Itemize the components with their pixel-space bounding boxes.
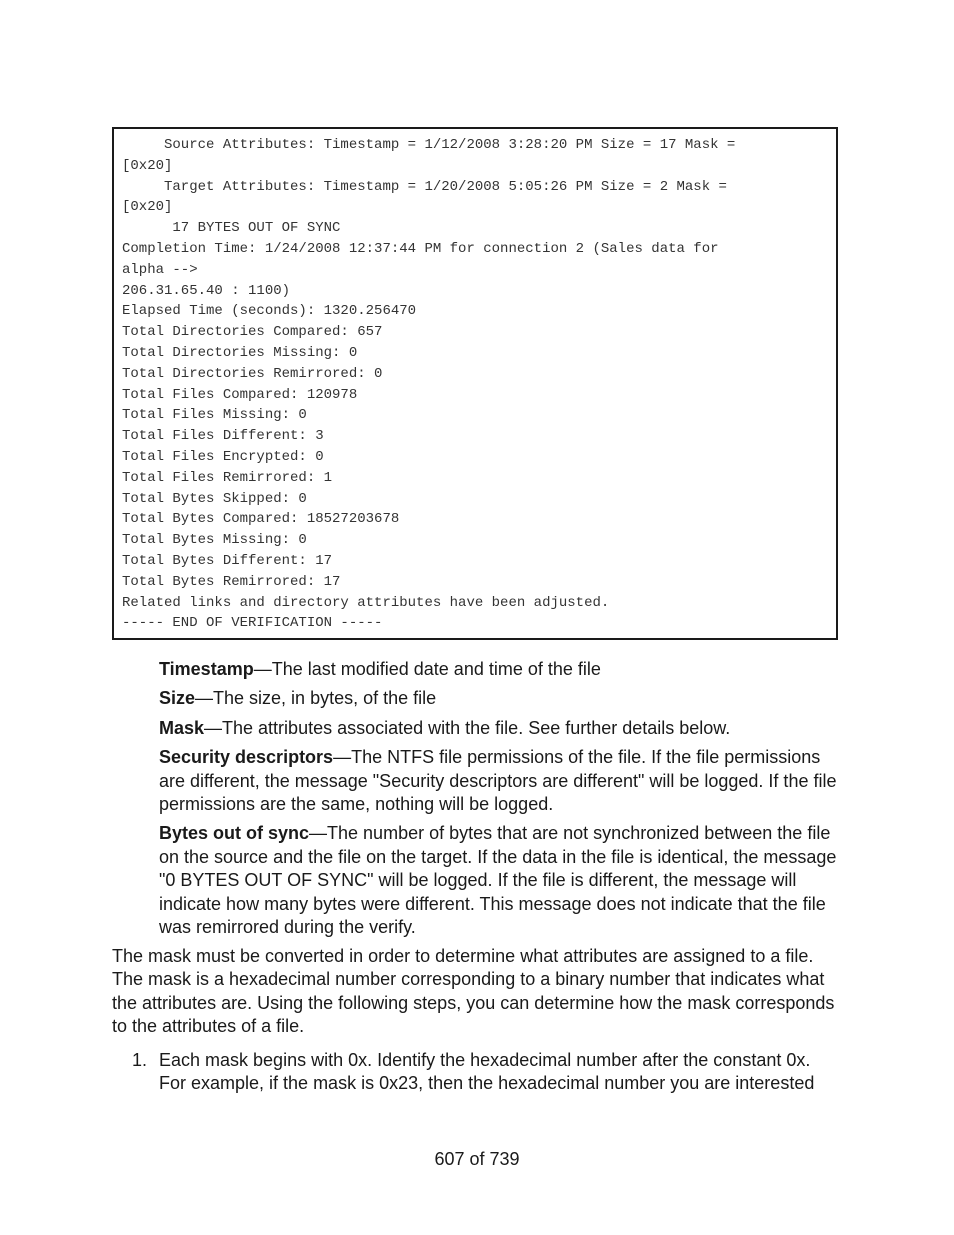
definition-text: —The NTFS file permissions of the file. If the file permissions are different, the message "Security descriptors are different" will be logged. If the file permissions are the same, nothing will be logged. [159,747,837,815]
code-line: Total Bytes Different: 17 [122,552,333,569]
definition-term: Size [159,688,196,709]
code-line: 206.31.65.40 : 1100) [122,282,291,299]
code-line: [0x20] [122,199,173,216]
code-line: [0x20] [122,157,173,174]
definition-size [159,687,839,710]
code-line: Total Files Remirrored: 1 [122,469,333,486]
definition-text: —The size, in bytes, of the file [195,688,437,709]
code-line: Source Attributes: Timestamp = 1/12/2008 3:28:20 PM Size = 17 Mask = [122,137,736,153]
definition-term: Timestamp [159,659,254,679]
definition-bytes-out-of-sync [159,822,839,939]
code-line: Total Files Compared: 120978 [122,386,358,403]
code-line: Total Files Missing: 0 [122,407,307,424]
code-line: Target Attributes: Timestamp = 1/20/2008 5:05:26 PM Size = 2 Mask = [122,178,727,195]
definition-term: Bytes out of sync [159,823,310,844]
code-line: Total Bytes Skipped: 0 [122,490,307,507]
step-text: Each mask begins with 0x. Identify the hexadecimal number after the constant 0x. For example, if the mask is 0x23, then the hexadecimal number you are interested [159,1050,815,1094]
code-line: Total Bytes Missing: 0 [122,532,307,549]
code-line: Total Directories Remirrored: 0 [122,365,383,382]
code-line: alpha --> [122,261,198,278]
code-line: Total Files Different: 3 [122,428,324,445]
definition-timestamp [159,658,839,681]
code-line: Total Files Encrypted: 0 [122,448,324,465]
body-paragraph: The mask must be converted in order to determine what attributes are assigned to a file. The mask is a hexadecimal number corresponding to a binary number that indicates what the attributes are. Using the following steps, you can determine how the mask corresponds to the attributes of a file. [112,946,835,1037]
code-line: Total Directories Missing: 0 [122,344,358,361]
definition-text: —The last modified date and time of the file [253,659,601,679]
definition-text: —The number of bytes that are not synchronized between the file on the source and the file on the target. If the data in the file is identical, the message "0 BYTES OUT OF SYNC" will be logged. If the file is different, the message will indicate how many bytes were different. This message does not indicate that the file was remirrored during the verify. [159,823,837,938]
step-number: 1. [132,1050,148,1070]
definition-security-descriptors [159,746,839,816]
code-line: Total Bytes Remirrored: 17 [122,573,341,590]
code-line: Total Directories Compared: 657 [122,324,383,341]
definition-mask [159,717,839,740]
code-line: Completion Time: 1/24/2008 12:37:44 PM for connection 2 (Sales data for [122,240,719,257]
definition-term: Security descriptors [159,747,334,768]
list-item [132,1049,842,1096]
code-line: 17 BYTES OUT OF SYNC [122,220,341,237]
definition-term: Mask [159,717,205,738]
definition-list [159,658,839,945]
code-line: ----- END OF VERIFICATION ----- [122,615,383,632]
definition-text: —The attributes associated with the file. See further details below. [204,717,731,738]
code-line: Elapsed Time (seconds): 1320.256470 [122,303,417,320]
code-line: Total Bytes Compared: 18527203678 [122,511,400,528]
page-number: 607 of 739 [434,1149,520,1169]
code-line: Related links and directory attributes have been adjusted. [122,594,610,611]
code-block [112,127,838,640]
